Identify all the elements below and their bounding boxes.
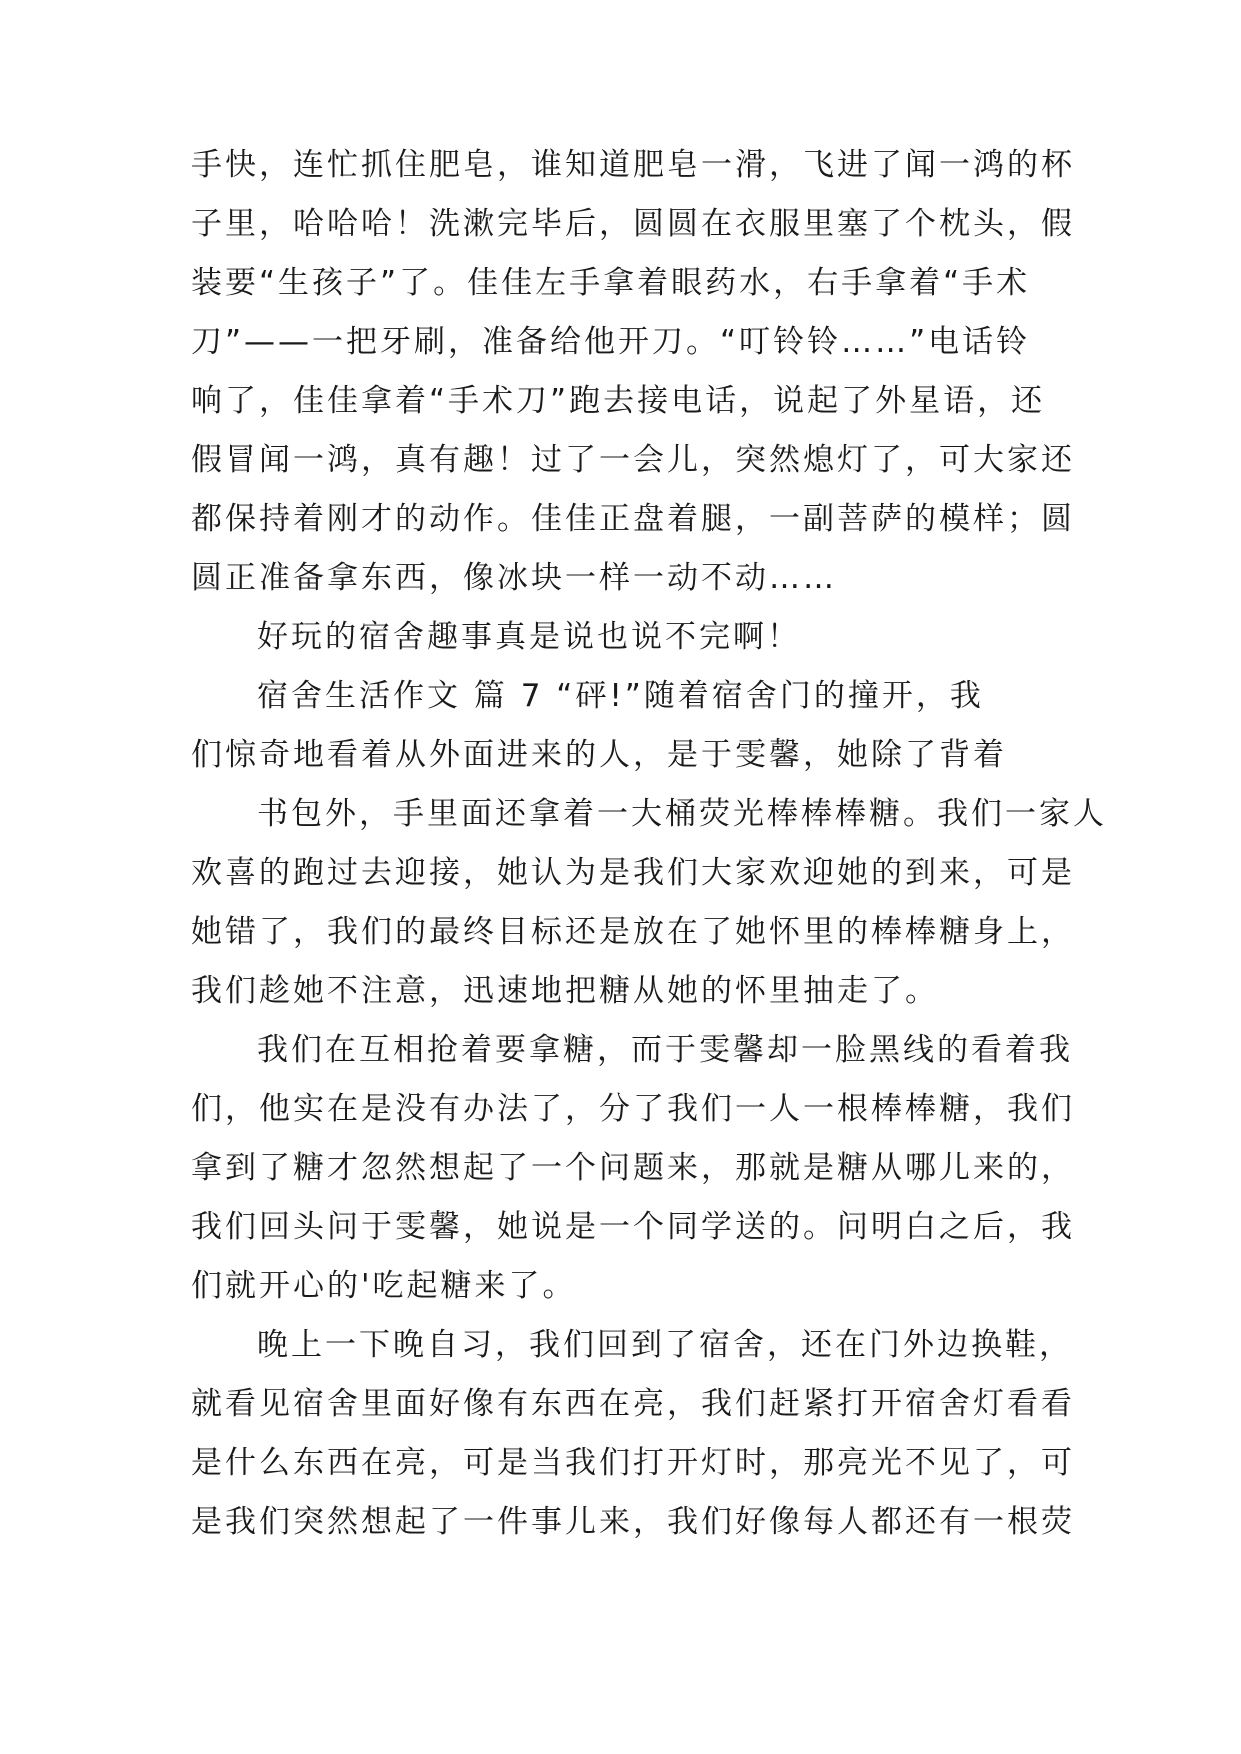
text-line: 是什么东西在亮，可是当我们打开灯时，那亮光不见了，可 (191, 1445, 1075, 1481)
text-line: 圆正准备拿东西，像冰块一样一动不动…… (191, 560, 837, 596)
text-line: 子里，哈哈哈！洗漱完毕后，圆圆在衣服里塞了个枕头，假 (191, 206, 1075, 242)
text-line: 我们在互相抢着要拿糖，而于雯馨却一脸黑线的看着我 (257, 1032, 1073, 1068)
body-text (191, 136, 1107, 1552)
text-line: 好玩的宿舍趣事真是说也说不完啊！ (257, 619, 801, 655)
text-line: 欢喜的跑过去迎接，她认为是我们大家欢迎她的到来，可是 (191, 855, 1075, 891)
text-line: 手快，连忙抓住肥皂，谁知道肥皂一滑，飞进了闻一鸿的杯 (191, 147, 1075, 183)
text-line: 们就开心的'吃起糖来了。 (191, 1268, 577, 1304)
text-line: 都保持着刚才的动作。佳佳正盘着腿，一副菩萨的模样；圆 (191, 501, 1075, 537)
text-line: 就看见宿舍里面好像有东西在亮，我们赶紧打开宿舍灯看看 (191, 1386, 1075, 1422)
text-line: 响了，佳佳拿着“手术刀”跑去接电话，说起了外星语，还 (191, 383, 1046, 419)
text-line: 拿到了糖才忽然想起了一个问题来，那就是糖从哪儿来的， (191, 1150, 1075, 1186)
text-line: 刀”——一把牙刷，准备给他开刀。“叮铃铃……”电话铃 (191, 324, 1031, 360)
text-line: 晚上一下晚自习，我们回到了宿舍，还在门外边换鞋， (257, 1327, 1073, 1363)
text-line: 们，他实在是没有办法了，分了我们一人一根棒棒糖，我们 (191, 1091, 1075, 1127)
text-line: 我们回头问于雯馨，她说是一个同学送的。问明白之后，我 (191, 1209, 1075, 1245)
text-line: 我们趁她不注意，迅速地把糖从她的怀里抽走了。 (191, 973, 939, 1009)
text-line: 她错了，我们的最终目标还是放在了她怀里的棒棒糖身上， (191, 914, 1075, 950)
text-line: 们惊奇地看着从外面进来的人，是于雯馨，她除了背着 (191, 737, 1007, 773)
text-line: 书包外，手里面还拿着一大桶荧光棒棒棒糖。我们一家人 (257, 796, 1107, 832)
text-line: 假冒闻一鸿，真有趣！过了一会儿，突然熄灯了，可大家还 (191, 442, 1075, 478)
text-line: 是我们突然想起了一件事儿来，我们好像每人都还有一根荧 (191, 1504, 1075, 1540)
text-line: 装要“生孩子”了。佳佳左手拿着眼药水，右手拿着“手术 (191, 265, 1031, 301)
section-heading-line: 宿舍生活作文 篇 7 “砰!”随着宿舍门的撞开，我 (257, 678, 984, 714)
